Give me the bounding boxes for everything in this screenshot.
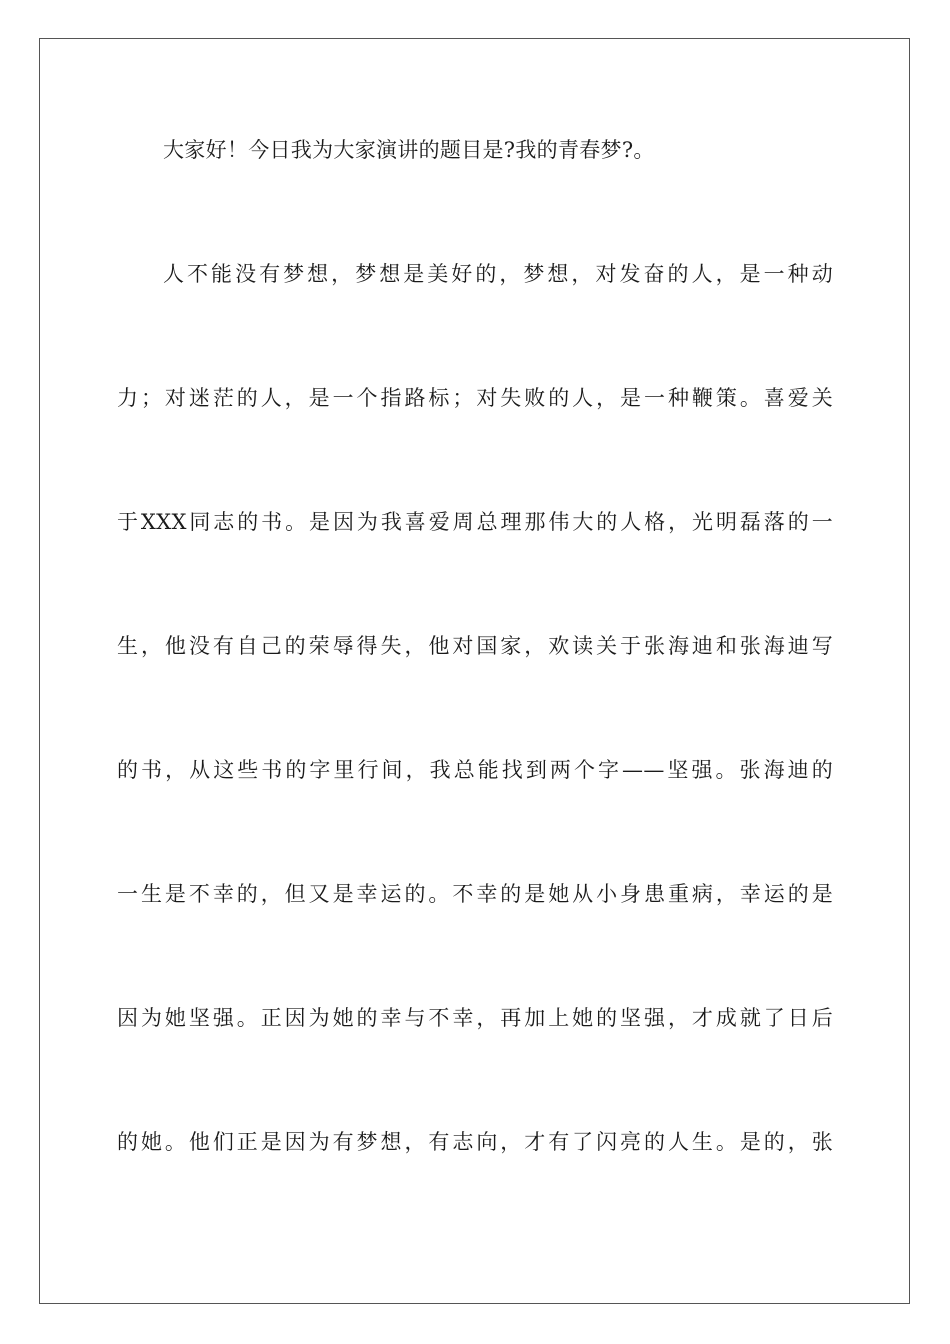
paragraph-line: 的书，从这些书的字里行间，我总能找到两个字——坚强。张海迪的 <box>117 758 833 782</box>
page-border <box>39 38 910 1304</box>
paragraph-line: 生，他没有自己的荣辱得失，他对国家，欢读关于张海迪和张海迪写 <box>117 634 833 658</box>
greeting-line: 大家好！今日我为大家演讲的题目是?我的青春梦?。 <box>163 138 655 162</box>
paragraph-line: 的她。他们正是因为有梦想，有志向，才有了闪亮的人生。是的，张 <box>117 1130 833 1154</box>
paragraph-line: 于XXX同志的书。是因为我喜爱周总理那伟大的人格，光明磊落的一 <box>117 510 833 534</box>
paragraph-line: 人不能没有梦想，梦想是美好的，梦想，对发奋的人，是一种动 <box>163 262 833 286</box>
paragraph-line: 因为她坚强。正因为她的幸与不幸，再加上她的坚强，才成就了日后 <box>117 1006 833 1030</box>
paragraph-line: 力；对迷茫的人，是一个指路标；对失败的人，是一种鞭策。喜爱关 <box>117 386 833 410</box>
paragraph-line: 一生是不幸的，但又是幸运的。不幸的是她从小身患重病，幸运的是 <box>117 882 833 906</box>
